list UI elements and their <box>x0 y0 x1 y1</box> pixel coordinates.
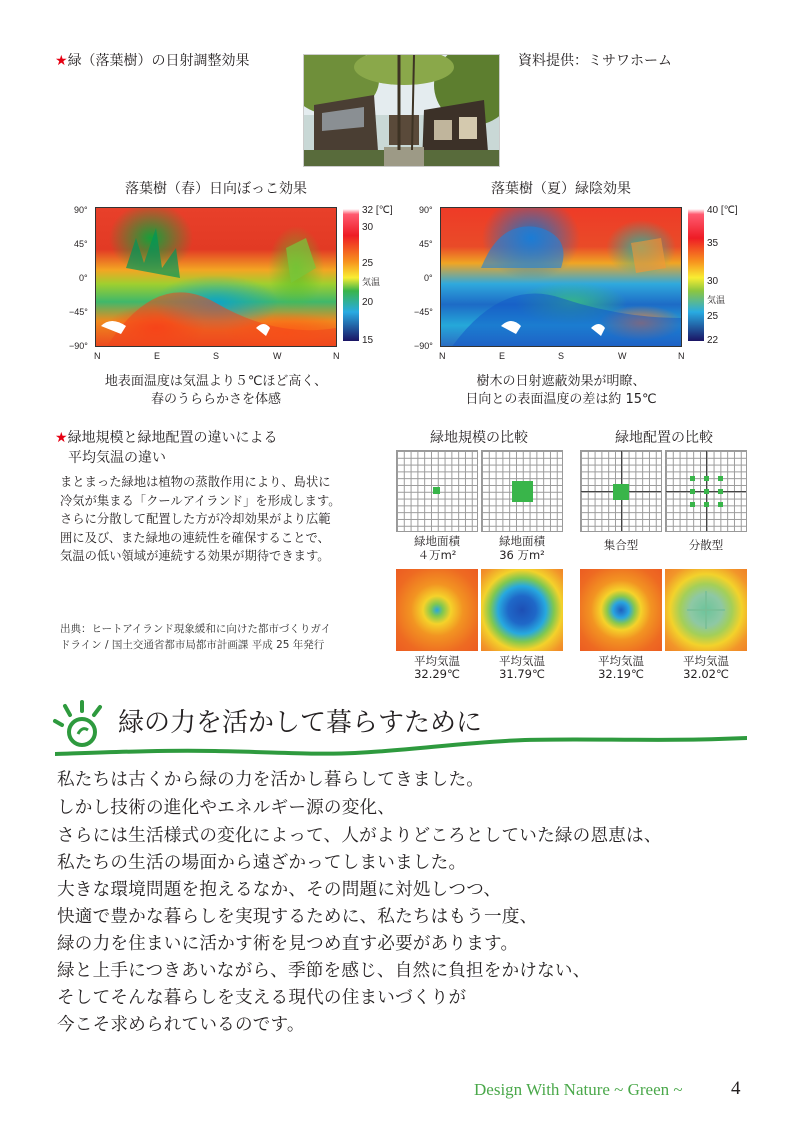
label-dispersed: 分散型 <box>688 538 724 552</box>
air-temp-marker: 気温 <box>707 295 726 305</box>
scale-tick: 30 <box>362 222 374 233</box>
x-tick: W <box>273 351 282 361</box>
y-tick: 0° <box>79 273 88 283</box>
body-line: 私たちの生活の場面から遠ざかってしまいました。 <box>57 853 467 873</box>
x-tick: N <box>94 351 101 361</box>
y-tick: 90° <box>419 205 433 215</box>
grid-dispersed <box>665 450 747 532</box>
heatmap-dispersed <box>665 569 747 651</box>
house-photo <box>303 54 500 167</box>
temp-dispersed: 平均気温 32.02℃ <box>683 654 729 681</box>
source-citation: 出典：ヒートアイランド現象緩和に向けた都市づくりガイ ドライン / 国土交通省都市局都市計画課 平成 25 年発行 <box>60 623 332 651</box>
temp-clustered: 平均気温 32.19℃ <box>598 654 644 681</box>
y-tick: 0° <box>424 273 433 283</box>
x-tick: N <box>678 351 685 361</box>
scale-tick: 40 [℃] <box>707 205 738 216</box>
heatmap-4ha <box>396 569 478 651</box>
grid-4ha <box>396 450 478 532</box>
footer-tagline: Design With Nature ~ Green ~ <box>474 1080 683 1099</box>
x-tick: E <box>154 351 161 361</box>
body-line: 私たちは古くから緑の力を活かし暮らしてきました。 <box>57 770 485 790</box>
photo-credit: 資料提供：ミサワホーム <box>518 53 672 69</box>
scale-tick: 35 <box>707 238 719 249</box>
thermal-summer-title: 落葉樹（夏）緑陰効果 <box>491 181 631 197</box>
x-tick: N <box>439 351 446 361</box>
y-tick: 45° <box>74 239 88 249</box>
label-clustered: 集合型 <box>603 538 639 552</box>
temp-4ha: 平均気温 32.29℃ <box>414 654 460 681</box>
section-title-greenspace: ★緑地規模と緑地配置の違いによる <box>55 430 278 446</box>
y-tick: −45° <box>69 307 88 317</box>
x-tick: E <box>499 351 506 361</box>
body-line: 快適で豊かな暮らしを実現するために、私たちはもう一度、 <box>57 907 538 927</box>
grid-clustered <box>580 450 662 532</box>
section-title-solar: ★緑（落葉樹）の日射調整効果 <box>55 53 250 69</box>
y-tick: −45° <box>414 307 433 317</box>
section-heading: 緑の力を活かして暮らすために <box>118 708 483 738</box>
thermal-image-spring <box>95 207 337 347</box>
y-tick: −90° <box>414 341 433 351</box>
star-icon: ★ <box>55 430 68 446</box>
y-tick: −90° <box>69 341 88 351</box>
caption-summer-1: 樹木の日射遮蔽効果が明瞭、 <box>476 374 646 389</box>
scale-tick: 25 <box>707 311 719 322</box>
thermal-image-summer <box>440 207 682 347</box>
temp-36ha: 平均気温 31.79℃ <box>499 654 545 681</box>
x-tick: S <box>558 351 565 361</box>
air-temp-marker: 気温 <box>362 277 381 287</box>
temperature-scale-summer <box>688 209 704 341</box>
caption-spring-1: 地表面温度は気温より５℃ほど高く、 <box>104 374 328 389</box>
wavy-divider <box>55 730 747 760</box>
caption-summer-2: 日向との表面温度の差は約 15℃ <box>465 392 657 407</box>
thermal-spring-title: 落葉樹（春）日向ぼっこ効果 <box>125 181 307 197</box>
x-tick: N <box>333 351 340 361</box>
body-line: さらには生活様式の変化によって、人がよりどころとしていた緑の恩恵は、 <box>57 826 662 846</box>
scale-tick: 32 [℃] <box>362 205 393 216</box>
body-line: そしてそんな暮らしを支える現代の住まいづくりが <box>57 988 467 1008</box>
scale-tick: 22 <box>707 335 719 346</box>
temperature-scale-spring <box>343 209 359 341</box>
label-36ha: 緑地面積 36 万m² <box>499 534 545 562</box>
heatmap-clustered <box>580 569 662 651</box>
scale-tick: 30 <box>707 276 719 287</box>
heatmap-36ha <box>481 569 563 651</box>
layout-comparison-title: 緑地配置の比較 <box>615 430 713 446</box>
y-tick: 90° <box>74 205 88 215</box>
body-line: 緑の力を住まいに活かす術を見つめ直す必要があります。 <box>57 934 519 954</box>
body-line: しかし技術の進化やエネルギー源の変化、 <box>57 798 396 818</box>
grid-36ha <box>481 450 563 532</box>
scale-tick: 25 <box>362 258 374 269</box>
scale-comparison-title: 緑地規模の比較 <box>430 430 528 446</box>
section-subtitle: 平均気温の違い <box>68 450 166 466</box>
x-tick: W <box>618 351 627 361</box>
body-line: 大きな環境問題を抱えるなか、その問題に対処しつつ、 <box>57 880 502 900</box>
x-tick: S <box>213 351 220 361</box>
scale-tick: 20 <box>362 297 374 308</box>
star-icon: ★ <box>55 53 68 69</box>
caption-spring-2: 春のうららかさを体感 <box>150 392 281 407</box>
body-line: 今こそ求められているのです。 <box>57 1015 305 1035</box>
label-4ha: 緑地面積 ４万m² <box>414 534 460 562</box>
body-line: 緑と上手につきあいながら、季節を感じ、自然に負担をかけない、 <box>57 961 591 981</box>
y-tick: 45° <box>419 239 433 249</box>
scale-tick: 15 <box>362 335 374 346</box>
greenspace-paragraph: まとまった緑地は植物の蒸散作用により、島状に 冷気が集まる「クールアイランド」を形成します。 さらに分散して配置した方が冷却効果がより広範 囲に及び、また緑地の連続性を確保することで、 気温の低い領域が連続する効果が期待できます。 <box>60 475 341 563</box>
page-number: 4 <box>731 1078 741 1099</box>
